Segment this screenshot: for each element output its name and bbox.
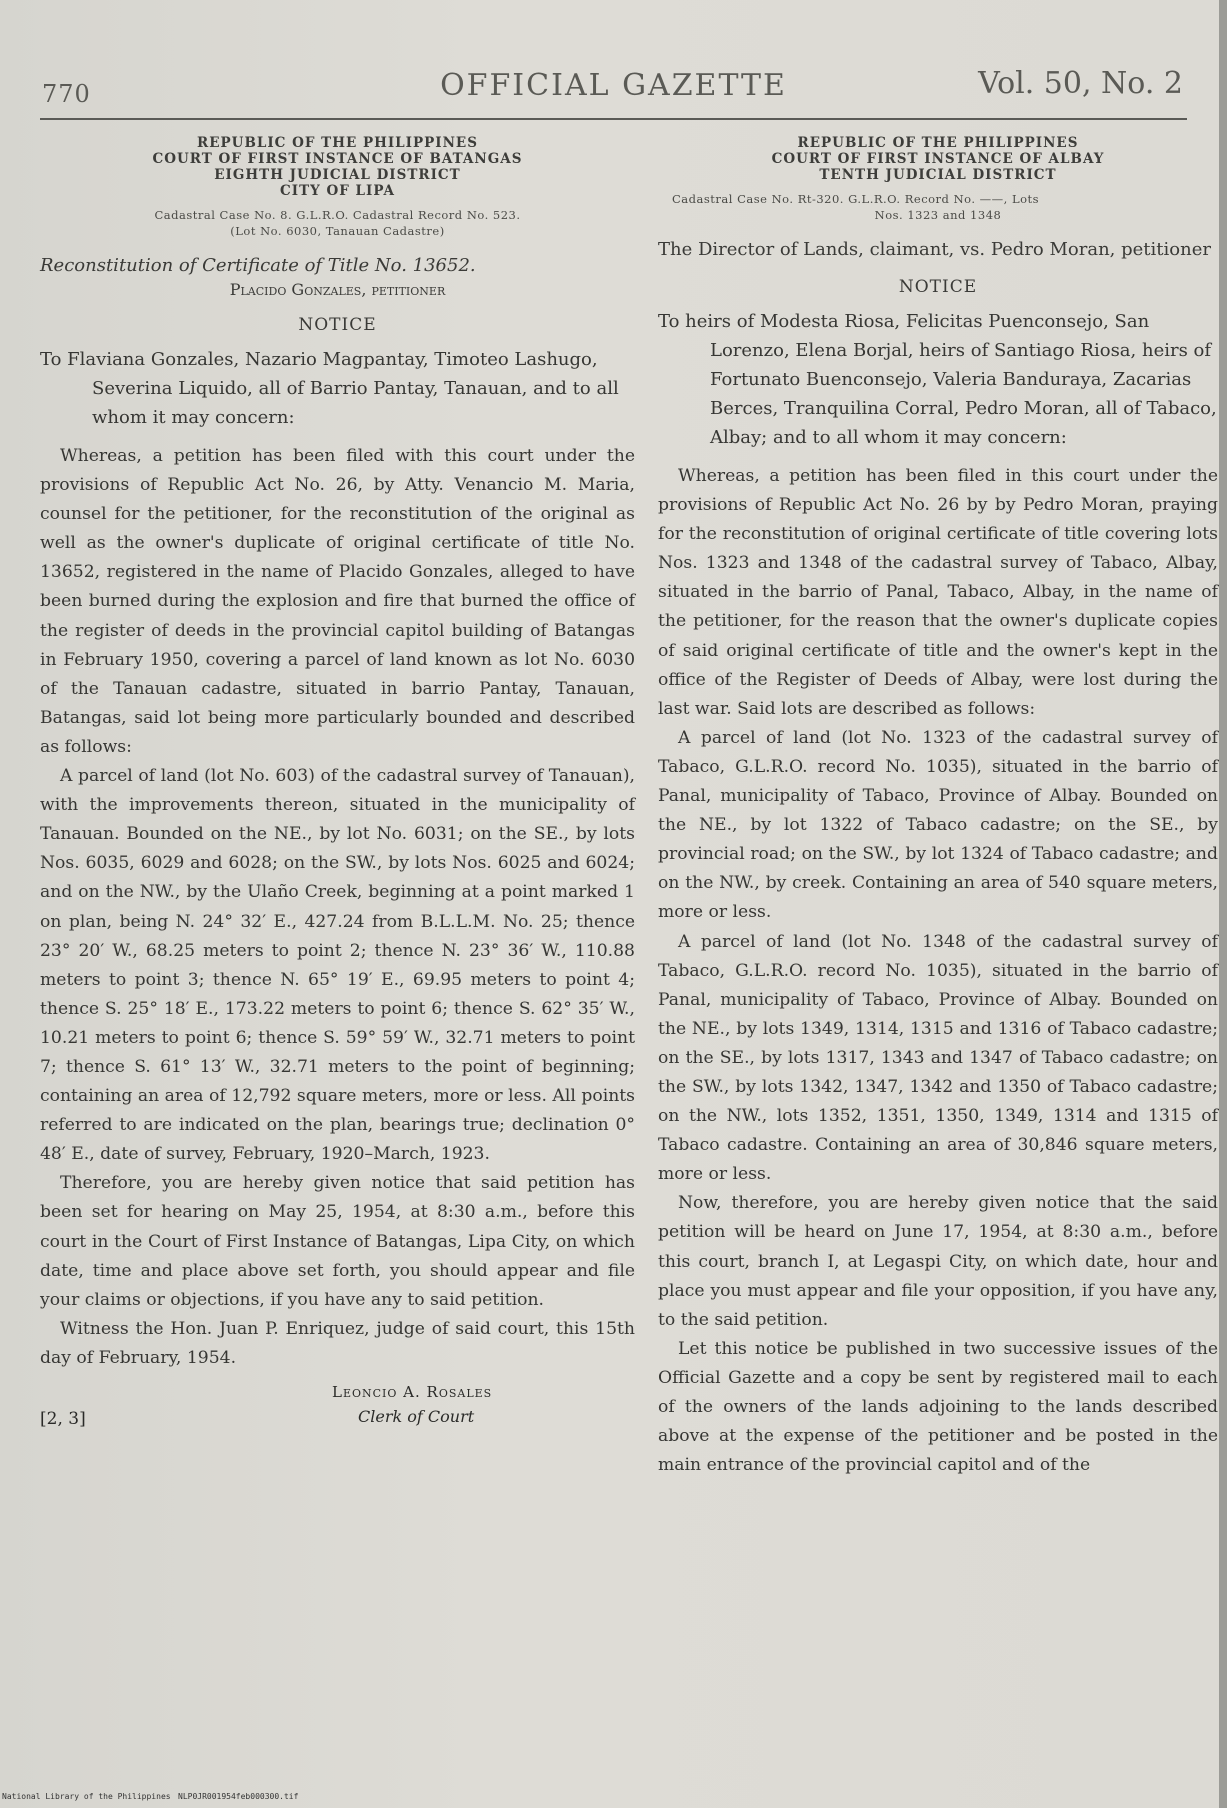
court-line: REPUBLIC OF THE PHILIPPINES [797, 135, 1079, 151]
paragraph: Whereas, a petition has been filed in this court under the provisions of Republic Act No. 26 by by Pedro Moran, praying for the reconstitution of original certificate of title covering lots Nos. 1323 and 1348 of the cadastral survey of Tabaco, Albay, situated in the barrio of Panal, Tabaco, Albay, in the name of the petitioner, for the reason that the owner's duplicate copies of said original certificate of title and the owner's kept in the office of the Register of Deeds of Albay, were lost during the last war. Said lots are described as follows: [658, 466, 1218, 719]
court-line: CITY OF LIPA [280, 183, 395, 199]
court-line: COURT OF FIRST INSTANCE OF BATANGAS [152, 151, 523, 167]
notice-title: The Director of Lands, claimant, vs. Pedro Moran, petitioner [658, 239, 1211, 260]
court-line: REPUBLIC OF THE PHILIPPINES [197, 135, 478, 151]
addressees: To heirs of Modesta Riosa, Felicitas Puenconsejo, San Lorenzo, Elena Borjal, heirs of Santiago Riosa, heirs of Fortunato Buenconsejo, Valeria Banduraya, Zacarias Berces, Tranquilina Corral, Pedro Moran, all of Tabaco, Albay; and to all whom it may concern: [658, 311, 1217, 448]
page-edge [1219, 0, 1227, 1808]
footer-credit: National Library of the Philippines [2, 1792, 171, 1801]
paragraph: A parcel of land (lot No. 1323 of the cadastral survey of Tabaco, G.L.R.O. record No. 1035), situated in the barrio of Panal, municipality of Tabaco, Province of Albay. Bounded on the NE., by lot 1322 of Tabaco cadastre; on the SE., by provincial road; on the SW., by lot 1324 of Tabaco cadastre; and on the NW., by creek. Containing an area of 540 square meters, more or less. [658, 727, 1218, 923]
paragraph: Now, therefore, you are hereby given notice that the said petition will be heard on June 17, 1954, at 8:30 a.m., before this court, branch I, at Legaspi City, on which date, hour and place you must appear and file your opposition, if you have any, to the said petition. [658, 1193, 1218, 1330]
issue-dates: [2, 3] [40, 1409, 86, 1429]
court-line: COURT OF FIRST INSTANCE OF ALBAY [771, 151, 1105, 167]
page-number: 770 [42, 80, 91, 108]
court-line: EIGHTH JUDICIAL DISTRICT [214, 167, 461, 183]
addressees: To Flaviana Gonzales, Nazario Magpantay, Timoteo Lashugo, Severina Liquido, all of Barrio Pantay, Tanauan, and to all whom it may concern: [40, 349, 619, 428]
case-line: Cadastral Case No. 8. G.L.R.O. Cadastral Record No. 523. [154, 208, 521, 222]
left-notice [40, 135, 635, 1447]
petitioner-line: Placido Gonzales, petitioner [229, 280, 446, 299]
paragraph: Whereas, a petition has been filed with this court under the provisions of Republic Act No. 26, by Atty. Venancio M. Maria, counsel for the petitioner, for the reconstitution of the original as well as the owner's duplicate of original certificate of title No. 13652, registered in the name of Placido Gonzales, alleged to have been burned during the explosion and fire that burned the office of the register of deeds in the provincial capitol building of Batangas in February 1950, covering a parcel of land known as lot No. 6030 of the Tanauan cadastre, situated in barrio Pantay, Tanauan, Batangas, said lot being more particularly bounded and described as follows: [40, 446, 635, 757]
paragraph: Let this notice be published in two successive issues of the Official Gazette and a copy be sent by registered mail to each of the owners of the lands adjoining to the lands described above at the expense of the petitioner and be posted in the main entrance of the provincial capitol and of the [658, 1338, 1218, 1476]
volume-label: Vol. 50, No. 2 [978, 66, 1183, 101]
notice-heading: NOTICE [298, 315, 377, 335]
notice-heading: NOTICE [898, 277, 978, 297]
case-line: Nos. 1323 and 1348 [874, 208, 1002, 222]
case-line: (Lot No. 6030, Tanauan Cadastre) [230, 224, 445, 238]
paragraph: A parcel of land (lot No. 1348 of the cadastral survey of Tabaco, G.L.R.O. record No. 1035), situated in the barrio of Panal, municipality of Tabaco, Province of Albay. Bounded on the NE., by lots 1349, 1314, 1315 and 1316 of Tabaco cadastre; on the SE., by lots 1317, 1343 and 1347 of Tabaco cadastre; on the SW., by lots 1342, 1347, 1342 and 1350 of Tabaco cadastre; on the NW., lots 1352, 1351, 1350, 1349, 1314 and 1315 of Tabaco cadastre. Containing an area of 30,846 square meters, more or less. [658, 931, 1218, 1185]
paragraph: Witness the Hon. Juan P. Enriquez, judge of said court, this 15th day of February, 1954. [40, 1318, 635, 1368]
case-line: Cadastral Case No. Rt-320. G.L.R.O. Record No. ——, Lots [672, 192, 1040, 206]
signer-title: Clerk of Court [358, 1407, 475, 1426]
running-head [40, 58, 1187, 120]
journal-title: OFFICIAL GAZETTE [440, 68, 787, 103]
paragraph: A parcel of land (lot No. 603) of the cadastral survey of Tanauan), with the improvements thereon, situated in the municipality of Tanauan. Bounded on the NE., by lot No. 6031; on the SE., by lots Nos. 6035, 6029 and 6028; on the SW., by lots Nos. 6025 and 6024; and on the NW., by the Ulaño Creek, beginning at a point marked 1 on plan, being N. 24° 32′ E., 427.24 from B.L.L.M. No. 25; thence 23° 20′ W., 68.25 meters to point 2; thence N. 23° 36′ W., 110.88 meters to point 3; thence N. 65° 19′ E., 69.95 meters to point 4; thence S. 25° 18′ E., 173.22 meters to point 6; thence S. 62° 35′ W., 10.21 meters to point 6; thence S. 59° 59′ W., 32.71 meters to point 7; thence S. 61° 13′ W., 32.71 meters to the point of beginning; containing an area of 12,792 square meters, more or less. All points referred to are indicated on the plan, bearings true; declination 0° 48′ E., date of survey, February, 1920–March, 1923. [40, 766, 635, 1165]
signature-block [40, 1383, 635, 1447]
signer-name: Leoncio A. Rosales [332, 1383, 493, 1401]
footer-file: NLP0JR001954feb000300.tif [178, 1792, 299, 1801]
court-line: TENTH JUDICIAL DISTRICT [819, 167, 1057, 183]
notice-title: Reconstitution of Certificate of Title No. 13652. [40, 255, 476, 276]
paragraph: Therefore, you are hereby given notice that said petition has been set for hearing on May 25, 1954, at 8:30 a.m., before this court in the Court of First Instance of Batangas, Lipa City, on which date, time and place above set forth, you should appear and file your claims or objections, if you have any to said petition. [40, 1173, 635, 1310]
right-notice [658, 135, 1218, 1480]
